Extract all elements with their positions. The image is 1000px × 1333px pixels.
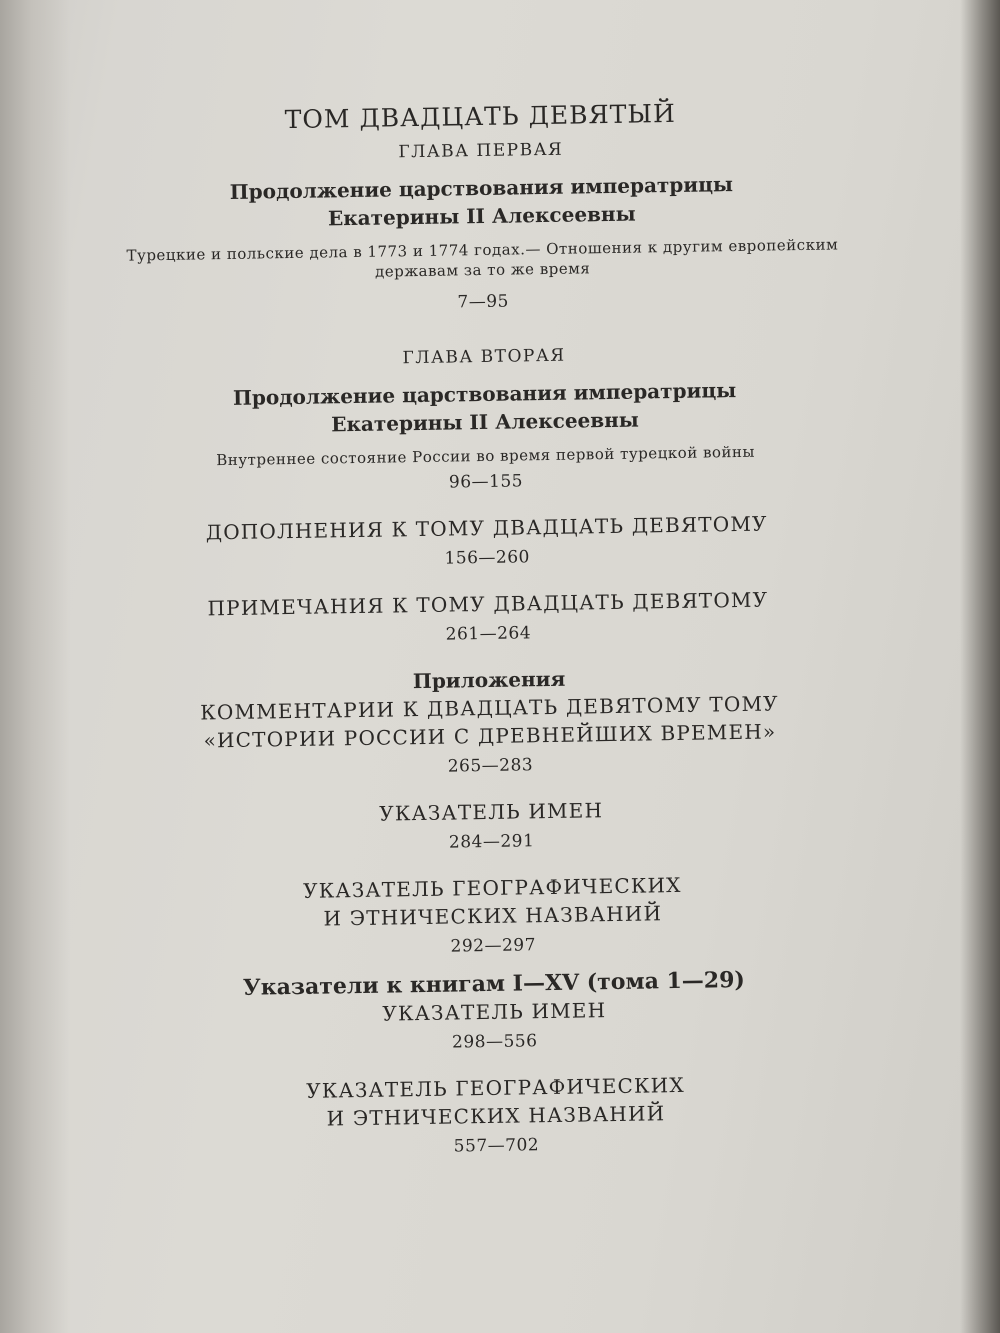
appendix-names-pages: 284—291: [448, 831, 535, 853]
indexes-names-index: УКАЗАТЕЛЬ ИМЕН: [382, 998, 607, 1026]
indexes-geo-line1: УКАЗАТЕЛЬ ГЕОГРАФИЧЕСКИХ: [306, 1072, 685, 1103]
additions-pages: 156—260: [444, 547, 531, 569]
volume-title: ТОМ ДВАДЦАТЬ ДЕВЯТЫЙ: [284, 98, 677, 135]
commentary-line1: КОММЕНТАРИИ К ДВАДЦАТЬ ДЕВЯТОМУ ТОМУ: [200, 691, 780, 725]
chapter2-title-line1: Продолжение царствования императрицы: [232, 378, 737, 410]
indexes-geo-line2: И ЭТНИЧЕСКИХ НАЗВАНИЙ: [326, 1101, 666, 1131]
appendix-geo-line2: И ЭТНИЧЕСКИХ НАЗВАНИЙ: [323, 901, 663, 931]
indexes-names-pages: 298—556: [451, 1031, 538, 1053]
page-edge-shadow: [960, 0, 1000, 1333]
chapter2-heading: ГЛАВА ВТОРАЯ: [402, 345, 566, 369]
appendix-heading: Приложения: [412, 666, 566, 694]
commentary-pages: 265—283: [447, 755, 534, 777]
table-of-contents: [40, 93, 937, 1167]
chapter1-desc-line1: Турецкие и польские дела в 1773 и 1774 годах.— Отношения к другим европейским: [126, 235, 839, 265]
chapter1-heading: ГЛАВА ПЕРВАЯ: [398, 139, 564, 163]
indexes-heading: Указатели к книгам I—XV (тома 1—29): [242, 966, 746, 1001]
appendix-geo-pages: 292—297: [450, 935, 537, 957]
chapter2-pages: 96—155: [448, 471, 524, 493]
chapter1-title-line1: Продолжение царствования императрицы: [229, 172, 734, 204]
notes-title: ПРИМЕЧАНИЯ К ТОМУ ДВАДЦАТЬ ДЕВЯТОМУ: [207, 587, 769, 621]
chapter1-title-line2: Екатерины II Алексеевны: [327, 201, 636, 231]
chapter2-title-line2: Екатерины II Алексеевны: [331, 407, 640, 437]
chapter1-pages: 7—95: [457, 291, 510, 313]
notes-pages: 261—264: [445, 623, 532, 645]
indexes-geo-pages: 557—702: [453, 1135, 540, 1157]
additions-title: ДОПОЛНЕНИЯ К ТОМУ ДВАДЦАТЬ ДЕВЯТОМУ: [205, 511, 768, 545]
appendix-geo-line1: УКАЗАТЕЛЬ ГЕОГРАФИЧЕСКИХ: [302, 872, 682, 903]
chapter2-desc: Внутреннее состояние России во время первой турецкой войны: [216, 442, 756, 470]
appendix-names-index: УКАЗАТЕЛЬ ИМЕН: [379, 798, 604, 826]
commentary-line2: «ИСТОРИИ РОССИИ С ДРЕВНЕЙШИХ ВРЕМЕН»: [203, 719, 777, 753]
chapter1-desc-line2: державам за то же время: [374, 259, 591, 281]
